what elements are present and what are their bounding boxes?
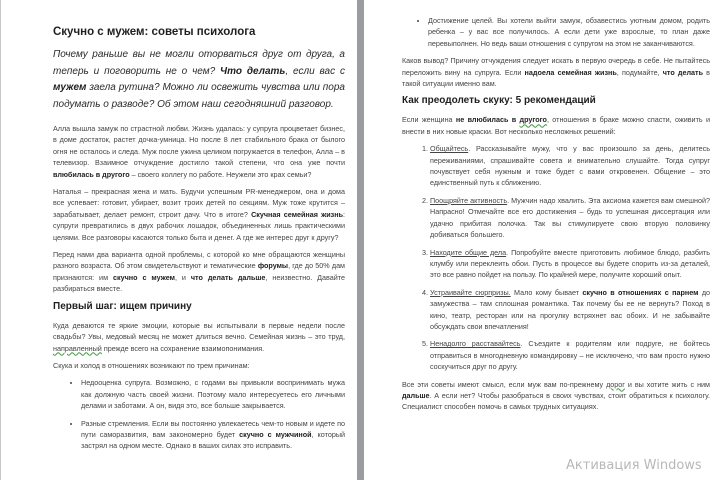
list-item bbox=[430, 247, 710, 281]
text-run: , где до 50% дам признаются: им bbox=[53, 261, 346, 282]
bold-run: влюбилась в другого bbox=[53, 169, 130, 179]
bold-run: надоела семейная жизнь bbox=[524, 67, 617, 77]
text-run: Наталья – прекрасная жена и мать. Будучи успешным PR-менеджером, она и дома все успевает: готовит, убирает, возит троих детей по секциям. Муж тоже крутится – зарабатывает, делает ремонт, строит дачу. Что в итоге? bbox=[53, 187, 345, 219]
tip-title: Поощряйте активность bbox=[430, 195, 508, 205]
reasons-list bbox=[53, 377, 345, 451]
text-run: Разные стремления. Если вы постоянно увлекаетесь чем-то новым и идете по пути саморазвития, вам закономерно будет bbox=[81, 418, 345, 439]
bold-run: что делать дальше bbox=[190, 272, 266, 282]
text-run: , отношения в браке можно спасти, оживить и внести в них новые краски. Вот несколько несложных решений: bbox=[402, 115, 710, 136]
bold-run: дальше bbox=[402, 390, 430, 400]
paragraph-final bbox=[402, 379, 710, 413]
paragraph-natalya bbox=[53, 186, 345, 243]
recommendations-list bbox=[402, 143, 710, 372]
text-run: Мало кому бывает bbox=[510, 287, 583, 297]
tip-title: Ненадолго расставайтесь bbox=[430, 339, 521, 349]
text-run: Каков вывод? Причину отчуждения следует искать в первую очередь в себе. Не пытайтесь переложить вину на супруга. Если bbox=[402, 56, 710, 77]
paragraph-emotions bbox=[53, 320, 345, 354]
text-run: Алла вышла замуж по страстной любви. Жизнь удалась: у супруга процветает бизнес, в доме достаток, растет дочка-умница. Но после 8 лет стабильного брака от былого огня не осталось и следа. Муж после ужина целиком погружается в телефон, Алла – в телевизор. Взаимное отчуждение достигло такой степени, что она уже почти bbox=[53, 124, 345, 168]
section-heading-recommendations: Как преодолеть скуку: 5 рекомендаций bbox=[402, 95, 596, 107]
paragraph-if-woman bbox=[402, 114, 710, 137]
text-run: заела рутина? Можно ли освежить чувства или пора подумать о разводе? Об этом наш сегодняшний разговор. bbox=[53, 82, 345, 110]
text-run: : супруги превратились в двух рабочих лошадок, объединенных лишь практическими целями. Все разговоры касаются только быта и денег. А где же интерес друг к другу? bbox=[53, 209, 346, 242]
bold-run: что делать bbox=[662, 67, 703, 77]
spellcheck-word[interactable]: направленный bbox=[53, 343, 102, 353]
bold-run: скучно в отношениях с парнем bbox=[582, 287, 699, 297]
paragraph-two-variants bbox=[53, 249, 345, 295]
text-run: – своего коллегу по работе. Неужели это крах семьи? bbox=[129, 169, 312, 179]
page-gap bbox=[357, 0, 364, 480]
list-item bbox=[430, 338, 710, 372]
reasons-list-continued bbox=[402, 15, 710, 49]
text-run: , подумайте, bbox=[616, 67, 663, 77]
document-page-2 bbox=[364, 0, 720, 480]
windows-activation-watermark: Активация Windows bbox=[566, 458, 702, 473]
text-run: и вы хотите жить с ним bbox=[624, 379, 710, 389]
list-item bbox=[430, 143, 710, 189]
bold-run: скучно с мужем bbox=[112, 272, 175, 282]
list-item bbox=[81, 377, 345, 411]
text-run: , если вас с bbox=[285, 65, 346, 77]
paragraph-three-reasons: Скука и холод в отношениях возникают по трем причинам: bbox=[53, 360, 250, 370]
paragraph-conclusion bbox=[402, 55, 710, 89]
document-title: Скучно с мужем: советы психолога bbox=[53, 26, 256, 38]
bold-run: форумы bbox=[257, 261, 289, 271]
bold-run: Скучная семейная жизнь bbox=[251, 209, 344, 219]
text-run: . А если нет? Чтобы разобраться в своих чувствах, стоит обратиться к психологу. Специалист способен помочь в самых трудных ситуациях. bbox=[402, 390, 710, 412]
list-item bbox=[430, 287, 710, 333]
bold-run: не влюбилась в bbox=[455, 115, 520, 125]
text-run: , неизвестно. Давайте разбираться вместе. bbox=[53, 272, 345, 294]
text-run: до замужества – там сплошная романтика. Так почему бы ее не вернуть? Поход в кино, театр, ресторан или на прогулку встряхнет вас обоих. И не забывайте обсуждать свои впечатления! bbox=[430, 287, 711, 331]
text-run: Перед нами два варианта одной проблемы, с которой ко мне обращаются женщины разного возраста. Об этом свидетельствуют и тематические bbox=[53, 250, 345, 271]
bold-run: мужем bbox=[53, 82, 87, 93]
text-run: . Попробуйте вместе приготовить любимое блюдо, разбить клумбу или переклеить обои. Пусть в процессе вы будете спорить из-за деталей, это все равно пойдет на пользу. По крайней мере, получите хороший опыт. bbox=[430, 247, 710, 280]
paragraph-alla bbox=[53, 123, 345, 180]
section-heading-first-step: Первый шаг: ищем причину bbox=[53, 300, 192, 312]
list-item: • Достижение целей. Вы хотели выйти замуж, обзавестись уютным домом, родить ребенка – у вас все получилось. А если дети уже взрослые, то план даже перевыполнен. Но ведь ваши отношения с супругом на этом не заканчиваются. bbox=[428, 15, 710, 49]
tip-title: Устраивайте сюрпризы. bbox=[430, 287, 511, 297]
spellcheck-word[interactable]: другого bbox=[519, 115, 547, 125]
spellcheck-word[interactable]: дорог bbox=[606, 379, 625, 389]
lead-paragraph bbox=[53, 47, 345, 113]
list-item bbox=[81, 418, 345, 452]
tip-title: Находите общие дела bbox=[430, 247, 507, 257]
tip-title: Общайтесь bbox=[430, 144, 469, 154]
text-run: , который застрял на одном месте. Однако в ваших силах это исправить. bbox=[81, 429, 345, 451]
text-run: . Мужчин надо хвалить. Эта аксиома кажется вам смешной? Напрасно! Отмечайте все его достижения – будь то успешная диссертация или удачно прибитая полочка. Так вы стимулируете свою вторую половинку добиваться большего. bbox=[430, 195, 710, 240]
text-run: , и bbox=[174, 272, 191, 282]
text-run: Недооценка супруга. Возможно, с годами вы привыкли воспринимать мужа как должную часть своей жизни. Поэтому мало интересуетесь его личными делами и заботами. А он, видя это, все больше закрывается. bbox=[81, 378, 345, 411]
text-run: Все эти советы имеют смысл, если муж вам по-прежнему bbox=[402, 379, 607, 389]
text-run: Если женщина bbox=[402, 115, 456, 125]
text-run: . Съездите к родителям или подруге, не бойтесь отправиться в многодневную командировку – не исключено, что вам просто нужно соскучиться друг по другу. bbox=[430, 339, 711, 372]
bold-run: Что делать bbox=[220, 65, 286, 77]
text-run: . Рассказывайте мужу, что у вас произошло за день, делитесь переживаниями, спрашивайте совета и внимательно слушайте. Тогда супруг почувствует себя нужным и тоже будет с вами откровенен. Общение – это единственный путь к сближению. bbox=[430, 144, 710, 188]
text-run: Почему раньше вы не могли оторваться друг от друга, а теперь и поговорить не о чем? bbox=[53, 49, 345, 77]
text-run: прежде всего на сохранение взаимопонимания. bbox=[101, 343, 265, 353]
document-page-1 bbox=[1, 0, 357, 480]
list-item bbox=[430, 195, 710, 241]
text-run: Куда деваются те яркие эмоции, которые вы испытывали в первые недели после свадьбы? Увы, медовый месяц не может длиться вечно. Семейная жизнь – это труд, bbox=[53, 320, 345, 342]
text-run: в такой ситуации именно вам. bbox=[402, 67, 710, 89]
bold-run: скучно с мужчиной bbox=[239, 429, 312, 439]
